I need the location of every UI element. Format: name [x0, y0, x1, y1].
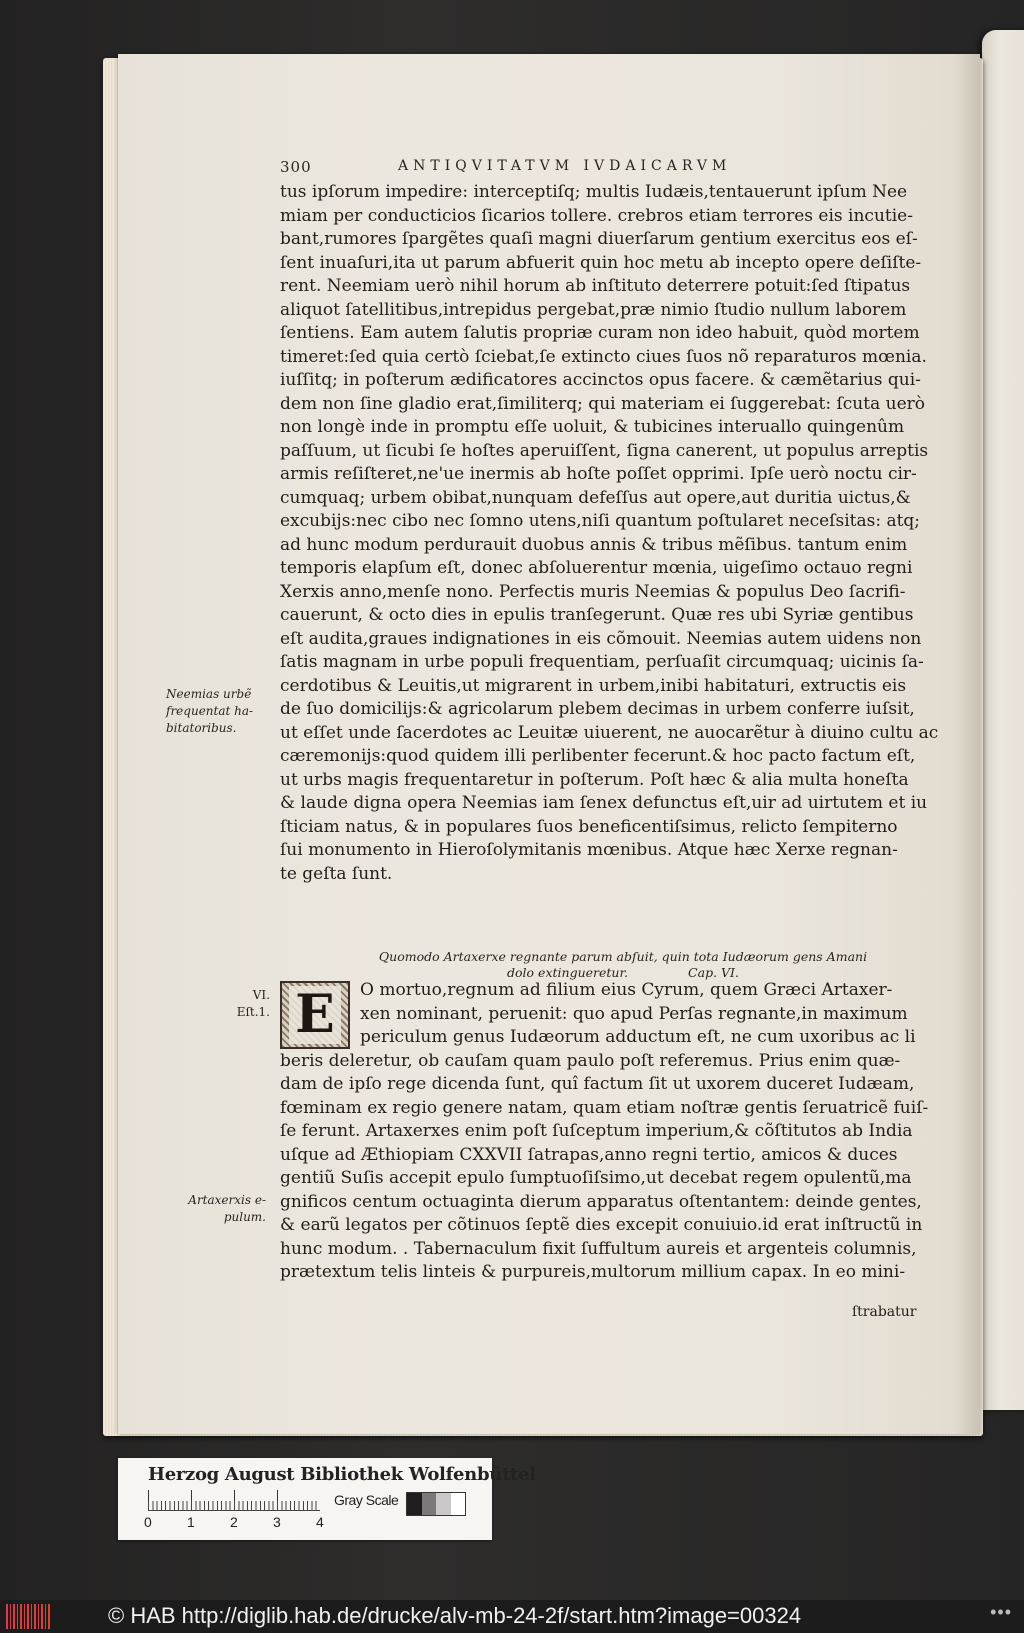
chapter-heading-line: Quomodo Artaxerxe regnante parum abſuit, quin tota Iudæorum gens Amani	[378, 949, 868, 964]
text-line: paſſuum, ut ſicubi ſe hoſtes aperuiſſent, ſigna canerent, ut populus arreptis	[280, 440, 929, 461]
margin-note-line: frequentat ha-	[166, 704, 254, 718]
text-line: temporis elapſum eſt, donec abſoluerentur mœnia, uigeſimo octauo regni	[280, 558, 913, 578]
text-line: prætextum telis linteis & purpureis,multorum millium capax. In eo mini-	[280, 1262, 906, 1282]
text-line: de ſuo domicilijs:& agricolarum plebem decimas in urbem conferre iuſsit,	[280, 699, 915, 719]
library-name: Herzog August Bibliothek Wolfenbüttel	[148, 1464, 536, 1485]
margin-note-line: bitatoribus.	[166, 721, 237, 735]
text-line: uſque ad Æthiopiam CXXVII ſatrapas,anno regni tertio, amicos & duces	[280, 1144, 898, 1165]
ruler-digit: 1	[187, 1514, 195, 1530]
ruler-digit: 3	[273, 1514, 281, 1530]
ruler-digit: 0	[144, 1514, 152, 1530]
text-line: ſatis magnam in urbe populi frequentiam, perſuaſit circumquaq; uicinis ſa-	[280, 652, 924, 672]
ruler-digit: 4	[316, 1514, 324, 1530]
gray-scale-swatches	[406, 1492, 466, 1516]
text-line: gentiũ Suſis accepit epulo ſumptuoſiſsimo,ut decebat regem opulentũ,ma	[280, 1168, 912, 1188]
body-text	[280, 181, 1024, 886]
margin-note-line: pulum.	[223, 1210, 266, 1224]
color-calibration-card	[118, 1458, 536, 1540]
text-line: Xerxis anno,menſe nono. Perfectis muris Neemias & populus Deo ſacrifi-	[280, 581, 906, 602]
text-line: aliquot ſatellitibus,intrepidus pergebat,præ nimio ſtudio nullum laborem	[280, 299, 907, 320]
text-line: excubijs:nec cibo nec ſomno utens,niſi quantum poſtularet neceſsitas: atq;	[280, 511, 921, 531]
text-line: dem non ſine gladio erat,ſimiliterq; qui materiam ei ſuggerebat: ſcuta uerò	[280, 393, 925, 414]
text-line: periculum genus Iudæorum adductum eſt, ne cum uxoribus ac li	[360, 1027, 916, 1047]
margin-note-line: Eſt.1.	[236, 1005, 270, 1019]
text-line: armis reſiſteret,ne'ue inermis ab hoſte poſſet opprimi. Ipſe uerò noctu cir-	[280, 464, 917, 484]
text-line: miam per conducticios ſicarios tollere. crebros etiam terrores eis incutie-	[280, 205, 913, 226]
initial-letter: E	[289, 986, 341, 1044]
source-url[interactable]: © HAB http://diglib.hab.de/drucke/alv-mb-24-2f/start.htm?image=00324	[108, 1603, 802, 1628]
gray-swatch	[451, 1493, 466, 1515]
text-line: O mortuo,regnum ad filium eius Cyrum, quem Græci Artaxer-	[360, 980, 893, 1000]
gray-swatch	[436, 1493, 451, 1515]
text-line: cæremonijs:quod quidem illi perlibenter fecerunt.& hoc pacto factum eſt,	[280, 746, 916, 766]
text-line: ut urbs magis frequentaretur in poſterum. Poſt hæc & alia multa honeſta	[280, 769, 909, 790]
text-line: ad hunc modum perdurauit duobus annis & tribus mẽſibus. tantum enim	[280, 534, 908, 555]
text-line: hunc modum. . Tabernaculum fixit ſuffultum aureis et argenteis columnis,	[280, 1238, 917, 1259]
running-title: ANTIQVITATVM IVDAICARVM	[398, 158, 732, 174]
book-page	[118, 54, 980, 1434]
text-line: tus ipſorum impedire: interceptiſq; multis Iudæis,tentauerunt ipſum Nee	[280, 182, 908, 202]
text-line: cumquaq; urbem obibat,nunquam defeſſus aut opere,aut duritia uictus,&	[280, 487, 911, 508]
text-line: & earũ legatos per cõtinuos ſeptẽ dies excepit conuiuio.id erat inſtructũ in	[280, 1215, 923, 1235]
text-line: beris deleretur, ob cauſam quam paulo poſt referemus. Prius enim quæ-	[280, 1050, 901, 1071]
text-line: gnificos centum octuaginta dierum apparatus oſtentantem: deinde gentes,	[280, 1191, 922, 1212]
catchword: ſtrabatur	[852, 1304, 917, 1320]
text-line: & laude digna opera Neemias iam ſenex defunctus eſt,uir ad uirtutem et iu	[280, 793, 928, 813]
measurement-ruler	[148, 1490, 320, 1511]
text-line: eſt audita,graues indignationes in eis cõmouit. Neemias autem uidens non	[280, 628, 922, 649]
text-line: fœminam ex regio genere natam, quam etiam noſtræ gentis ſeruatricẽ fuiſ-	[280, 1097, 929, 1118]
page-number: 300	[280, 158, 312, 176]
margin-note-line: VI.	[252, 988, 270, 1002]
text-line: non longè inde in promptu eſſe uoluit, & tubicines interuallo quingenûm	[280, 417, 905, 437]
margin-note-line: Neemias urbẽ	[166, 687, 252, 701]
chapter-text	[280, 979, 1024, 1285]
text-line: dam de ipſo rege dicenda ſunt, quî factum ſit ut uxorem duceret Iudæam,	[280, 1074, 915, 1094]
gray-scale-label: Gray Scale	[334, 1492, 399, 1508]
text-line: ſent inuaſuri,ita ut parum abfuerit quin hoc metu ab incepto opere deſiſte-	[280, 252, 922, 273]
text-line: ſticiam natus, & in populares ſuos beneficentiſsimus, relicto ſempiterno	[280, 816, 898, 837]
margin-note-chapter-ref	[218, 987, 270, 1021]
chapter-heading-line: dolo extingueretur.	[507, 965, 629, 980]
text-line: timeret:ſed quia certò ſciebat,ſe extincto ciues ſuos nõ reparaturos mœnia.	[280, 346, 927, 367]
text-line: rent. Neemiam uerò nihil horum ab inſtituto deterrere potuit:ſed ſtipatus	[280, 276, 911, 296]
chapter-heading	[373, 949, 873, 981]
text-line: bant,rumores ſpargẽtes quaſi magni diuerſarum gentium exercitus eos eſ-	[280, 229, 918, 249]
text-line: xen nominant, peruenit: quo apud Perſas regnante,in maximum	[360, 1003, 908, 1024]
chapter-number: Cap. VI.	[688, 965, 739, 980]
gray-swatch	[422, 1493, 437, 1515]
gray-swatch	[407, 1493, 422, 1515]
hab-logo-icon[interactable]	[6, 1604, 50, 1629]
more-menu-icon[interactable]: •••	[990, 1602, 1012, 1622]
margin-note-neemias	[166, 686, 258, 737]
text-line: cauerunt, & octo dies in epulis tranſegerunt. Quæ res ubi Syriæ gentibus	[280, 605, 914, 625]
text-line: ut eſſet unde ſacerdotes ac Leuitæ uiuerent, ne auocarẽtur à diuino cultu ac	[280, 722, 939, 743]
text-line: ſentiens. Eam autem ſalutis propriæ curam non ideo habuit, quòd mortem	[280, 323, 920, 343]
margin-note-line: Artaxerxis e-	[188, 1193, 266, 1207]
text-line: ſui monumento in Hieroſolymitanis mœnibus. Atque hæc Xerxe regnan-	[280, 840, 898, 860]
running-head	[280, 158, 940, 182]
status-bar	[0, 1600, 1024, 1633]
text-line: te geſta ſunt.	[280, 863, 393, 884]
text-line: iuſſitq; in poſterum ædificatores accinctos opus facere. & cæmẽtarius qui-	[280, 370, 921, 390]
margin-note-artaxerxis	[174, 1192, 266, 1226]
text-line: ſe ferunt. Artaxerxes enim poſt ſuſceptum imperium,& cõſtitutos ab India	[280, 1121, 913, 1141]
text-line: cerdotibus & Leuitis,ut migrarent in urbem,inibi habitaturi, extructis eis	[280, 675, 907, 696]
ruler-digit: 2	[230, 1514, 238, 1530]
